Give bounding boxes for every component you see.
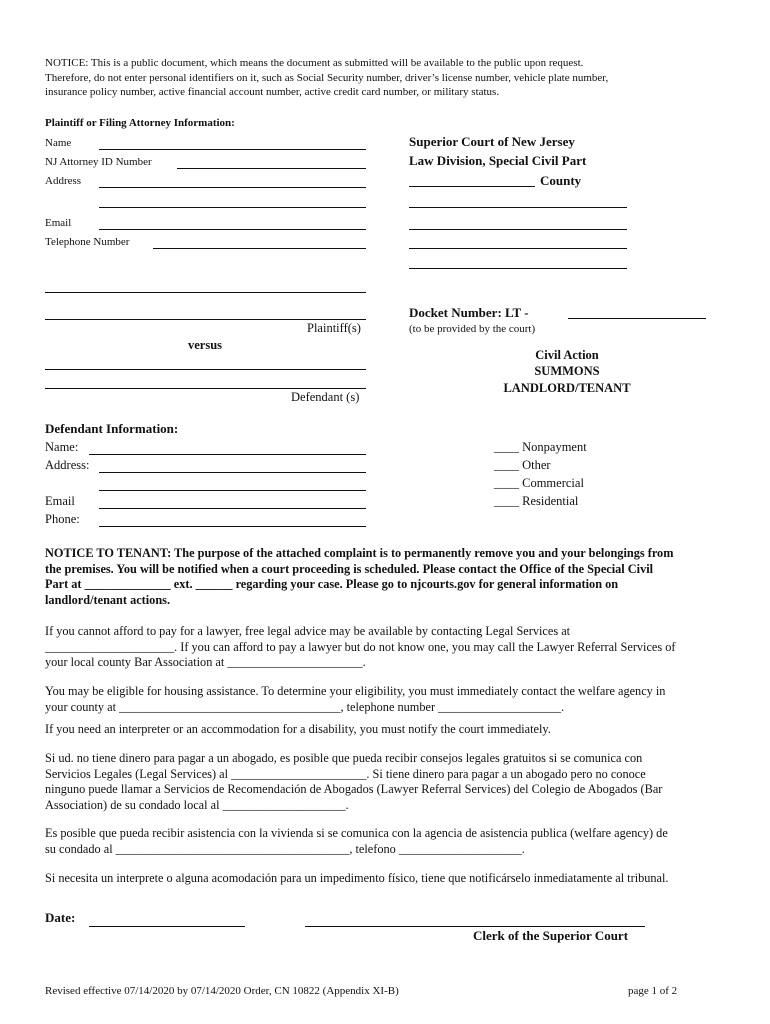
docket-label: Docket Number: LT - <box>409 305 529 320</box>
case-type-blank: ____ <box>494 458 519 472</box>
defendant-address-field-2[interactable] <box>99 490 366 491</box>
case-type-blank: ____ <box>494 476 519 490</box>
housing-line-1: You may be eligible for housing assistance. To determine your eligibility, you must immediately contact the welfare agency in <box>45 684 666 698</box>
tenant-notice-line-2: the premises. You will be notified when a court proceeding is scheduled. Please contact the Office of the Special Civil <box>45 561 654 576</box>
plaintiff-caption-line-2[interactable] <box>45 319 366 320</box>
case-type-commercial[interactable] <box>494 476 584 491</box>
plaintiff-name-label: Name <box>45 137 72 149</box>
clerk-signature-field[interactable] <box>305 926 645 927</box>
case-type-blank: ____ <box>494 494 519 508</box>
tenant-notice-line-1: NOTICE TO TENANT: The purpose of the attached complaint is to permanently remove you and your belongings from <box>45 546 674 560</box>
tenant-notice-line-4: landlord/tenant actions. <box>45 592 171 607</box>
legal-line-1: If you cannot afford to pay for a lawyer, free legal advice may be available by contacting Legal Services at <box>45 624 571 638</box>
es-housing-line-1: Es posible que pueda recibir asistencia con la vivienda si se comunica con la agencia de asistencia publica (welfare agency) de <box>45 826 668 840</box>
court-address-line-2[interactable] <box>409 229 627 230</box>
notice-line-1: : This is a public document, which means the document as submitted will be available to the public upon request. <box>85 57 584 69</box>
es-housing-line-2: su condado al ______________________________________, telefono ____________________. <box>45 841 525 856</box>
plaintiff-phone-label: Telephone Number <box>45 236 130 248</box>
plaintiffs-label: Plaintiff(s) <box>307 321 361 335</box>
defendant-email-field[interactable] <box>99 508 366 509</box>
plaintiff-address-field-2[interactable] <box>99 207 366 208</box>
spanish-legal-paragraph <box>45 751 662 813</box>
plaintiff-address-label: Address <box>45 175 82 187</box>
case-type-label: Nonpayment <box>522 440 587 454</box>
defendants-label: Defendant (s) <box>291 390 360 404</box>
plaintiff-email-label: Email <box>45 217 72 229</box>
court-name: Superior Court of New Jersey <box>409 134 575 149</box>
docket-number-field[interactable] <box>568 318 706 319</box>
notice-line-2: Therefore, do not enter personal identifiers on it, such as Social Security number, driver’s license number, vehicle plate number, <box>45 71 609 84</box>
case-type-label: Residential <box>522 494 579 508</box>
defendant-address-label: Address: <box>45 458 90 472</box>
plaintiff-name-field[interactable] <box>99 149 366 150</box>
docket-note: (to be provided by the court) <box>409 323 536 335</box>
attorney-id-label: NJ Attorney ID Number <box>45 156 152 168</box>
case-type-label: Commercial <box>522 476 584 490</box>
summons-title: SUMMONS <box>534 364 600 378</box>
defendant-caption-line-2[interactable] <box>45 388 366 389</box>
plaintiff-email-field[interactable] <box>99 229 366 230</box>
es-legal-line-3: ninguno puede llamar a Servicios de Recomendación de Abogados (Lawyer Referral Services) del Colegio de Abogados (Bar <box>45 782 663 796</box>
es-legal-line-2: Servicios Legales (Legal Services) al ______________________. Si tiene dinero para pagar a un abogado pero no conoce <box>45 766 646 781</box>
notice-label: NOTICE <box>45 57 86 69</box>
plaintiff-heading: Plaintiff or Filing Attorney Information: <box>45 117 235 129</box>
civil-action-title: Civil Action <box>535 348 599 362</box>
spanish-interpreter-paragraph: Si necesita un interprete o alguna acomodación para un impedimento físico, tiene que notificárselo inmediatamente al tribunal. <box>45 871 669 885</box>
landlord-tenant-title: LANDLORD/TENANT <box>503 381 631 395</box>
versus-label: versus <box>188 338 223 352</box>
defendant-phone-label: Phone: <box>45 512 80 526</box>
privacy-notice <box>45 56 608 100</box>
defendant-name-label: Name: <box>45 440 79 454</box>
defendant-name-field[interactable] <box>89 454 366 455</box>
defendant-email-label: Email <box>45 494 75 508</box>
date-label: Date: <box>45 910 76 925</box>
legal-services-paragraph <box>45 624 676 671</box>
county-field[interactable] <box>409 186 535 187</box>
court-division: Law Division, Special Civil Part <box>409 153 587 168</box>
tenant-notice-line-3: Part at ______________ ext. ______ regarding your case. Please go to njcourts.gov for general information on <box>45 577 619 591</box>
interpreter-paragraph: If you need an interpreter or an accommodation for a disability, you must notify the court immediately. <box>45 722 551 736</box>
defendant-phone-field[interactable] <box>99 526 366 527</box>
plaintiff-phone-field[interactable] <box>153 248 366 249</box>
attorney-id-field[interactable] <box>177 168 366 169</box>
tenant-notice <box>45 546 673 608</box>
defendant-caption-line-1[interactable] <box>45 369 366 370</box>
defendant-heading: Defendant Information: <box>45 421 179 436</box>
revision-footer: Revised effective 07/14/2020 by 07/14/2020 Order, CN 10822 (Appendix XI-B) <box>45 985 399 997</box>
es-legal-line-4: Association) de su condado local al ____________________. <box>45 797 349 812</box>
legal-line-2: _____________________. If you can afford to pay a lawyer but do not know one, you may call the Lawyer Referral Services of <box>45 639 676 654</box>
court-address-line-1[interactable] <box>409 207 627 208</box>
legal-line-3: your local county Bar Association at ______________________. <box>45 655 366 669</box>
date-field[interactable] <box>89 926 245 927</box>
plaintiff-address-field-1[interactable] <box>99 187 366 188</box>
case-type-other[interactable] <box>494 458 551 473</box>
housing-line-2: your county at ____________________________________, telephone number ____________________. <box>45 699 565 714</box>
case-type-nonpayment[interactable] <box>494 440 587 455</box>
case-type-blank: ____ <box>494 440 519 454</box>
county-label: County <box>540 173 582 188</box>
spanish-housing-paragraph <box>45 826 668 857</box>
case-type-residential[interactable] <box>494 494 578 509</box>
page-number: page 1 of 2 <box>628 985 678 997</box>
case-type-label: Other <box>522 458 551 472</box>
defendant-address-field-1[interactable] <box>99 472 366 473</box>
housing-paragraph <box>45 684 665 715</box>
plaintiff-caption-line-1[interactable] <box>45 292 366 293</box>
clerk-label: Clerk of the Superior Court <box>473 928 629 943</box>
notice-line-3: insurance policy number, active financial account number, active credit card number, or military status. <box>45 86 500 98</box>
court-address-line-4[interactable] <box>409 268 627 269</box>
es-legal-line-1: Si ud. no tiene dinero para pagar a un abogado, es posible que pueda recibir consejos legales gratuitos si se comunica con <box>45 751 643 765</box>
court-address-line-3[interactable] <box>409 248 627 249</box>
